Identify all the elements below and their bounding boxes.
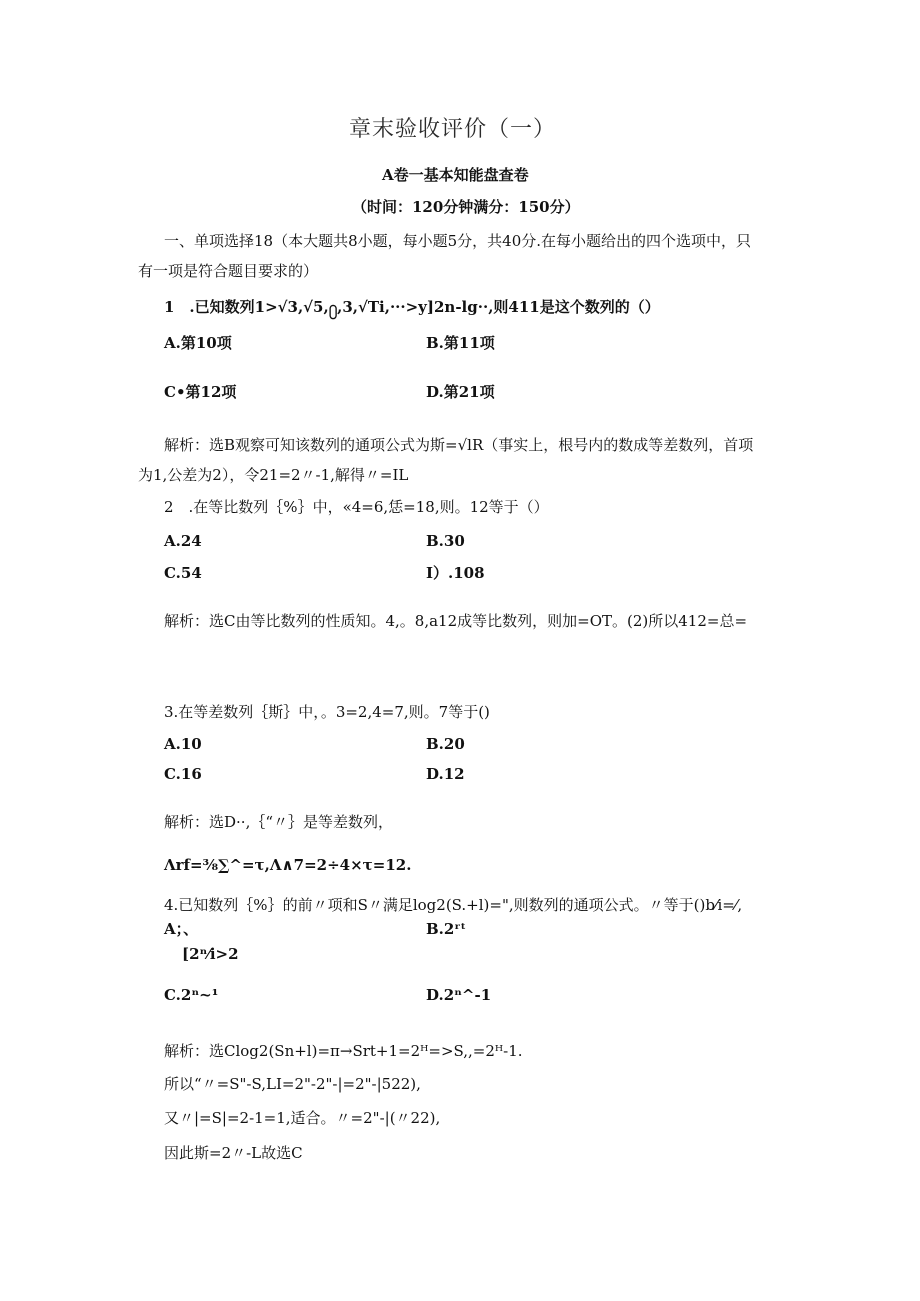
question-4-option-a-extra: [2ⁿ⁄i>2: [182, 945, 239, 963]
time-info: （时间：120分钟满分：150分）: [352, 198, 580, 216]
question-4-option-a: A；、: [164, 920, 199, 938]
question-3-option-a: A.10: [164, 735, 202, 753]
question-4-solution-line4: 因此斯=2〃-L故选C: [164, 1144, 303, 1162]
question-3-option-d: D.12: [426, 765, 465, 783]
question-4-option-d: D.2ⁿ^-1: [426, 986, 492, 1004]
page-subtitle: A卷一基本知能盘查卷: [382, 166, 529, 184]
question-1-option-a: A.第10项: [164, 334, 232, 352]
question-1-option-c: C•第12项: [164, 383, 237, 401]
question-4-option-c: C.2ⁿ~¹: [164, 986, 219, 1004]
section-heading-line1: 一、单项选择18（本大题共8小题，每小题5分，共40分.在每小题给出的四个选项中，只: [164, 232, 752, 250]
question-4-option-b: B.2ʳᵗ: [426, 920, 467, 938]
question-1-option-b: B.第11项: [426, 334, 495, 352]
question-1-stem: 1 .已知数列1>√3,√5,႐,3,√Ti,···>y]2n-lg··,则411是这个数列的（）: [164, 298, 660, 316]
question-2-option-d: I）.108: [426, 564, 485, 582]
question-3-option-b: B.20: [426, 735, 465, 753]
question-2-option-c: C.54: [164, 564, 202, 582]
question-2-option-b: B.30: [426, 532, 465, 550]
question-1-solution-line1: 解析：选B观察可知该数列的通项公式为斯=√lR（事实上，根号内的数成等差数列，首项: [164, 436, 754, 454]
question-4-solution-line3: 又〃|=S|=2-1=1,适合。〃=2"-|(〃22),: [164, 1109, 441, 1127]
question-3-option-c: C.16: [164, 765, 202, 783]
question-4-stem: 4.已知数列｛%｝的前〃项和S〃满足log2(S.+l)=",则数列的通项公式。〃等于()b⁄i=⁄,: [164, 896, 743, 914]
question-2-stem: 2 .在等比数列｛%｝中，«4=6,恁=18,则。12等于（）: [164, 498, 549, 516]
question-1-solution-line2: 为1,公差为2），令21=2〃-1,解得〃=IL: [138, 466, 409, 484]
question-4-solution-line2: 所以“〃=S"-S,LI=2"-2"-|=2"-|522),: [164, 1075, 421, 1093]
page-title: 章末验收评价（一）: [349, 117, 557, 142]
section-heading-line2: 有一项是符合题目要求的）: [138, 262, 319, 280]
question-2-option-a: A.24: [164, 532, 202, 550]
question-2-solution: 解析：选C由等比数列的性质知。4,。8,a12成等比数列，则加=OT。(2)所以412=总=: [164, 612, 748, 630]
question-3-solution-line1: 解析：选D··,｛“〃｝是等差数列，: [164, 813, 394, 831]
question-3-solution-line2: Λrf=⅜∑^=τ,Λ∧7=2÷4×τ=12.: [164, 856, 412, 874]
question-1-option-d: D.第21项: [426, 383, 495, 401]
question-3-stem: 3.在等差数列｛斯｝中，。3=2,4=7,则。7等于(): [164, 703, 490, 721]
question-4-solution-line1: 解析：选Clog2(Sn+l)=π→Srt+1=2ᴴ=>S,,=2ᴴ-1.: [164, 1042, 523, 1060]
